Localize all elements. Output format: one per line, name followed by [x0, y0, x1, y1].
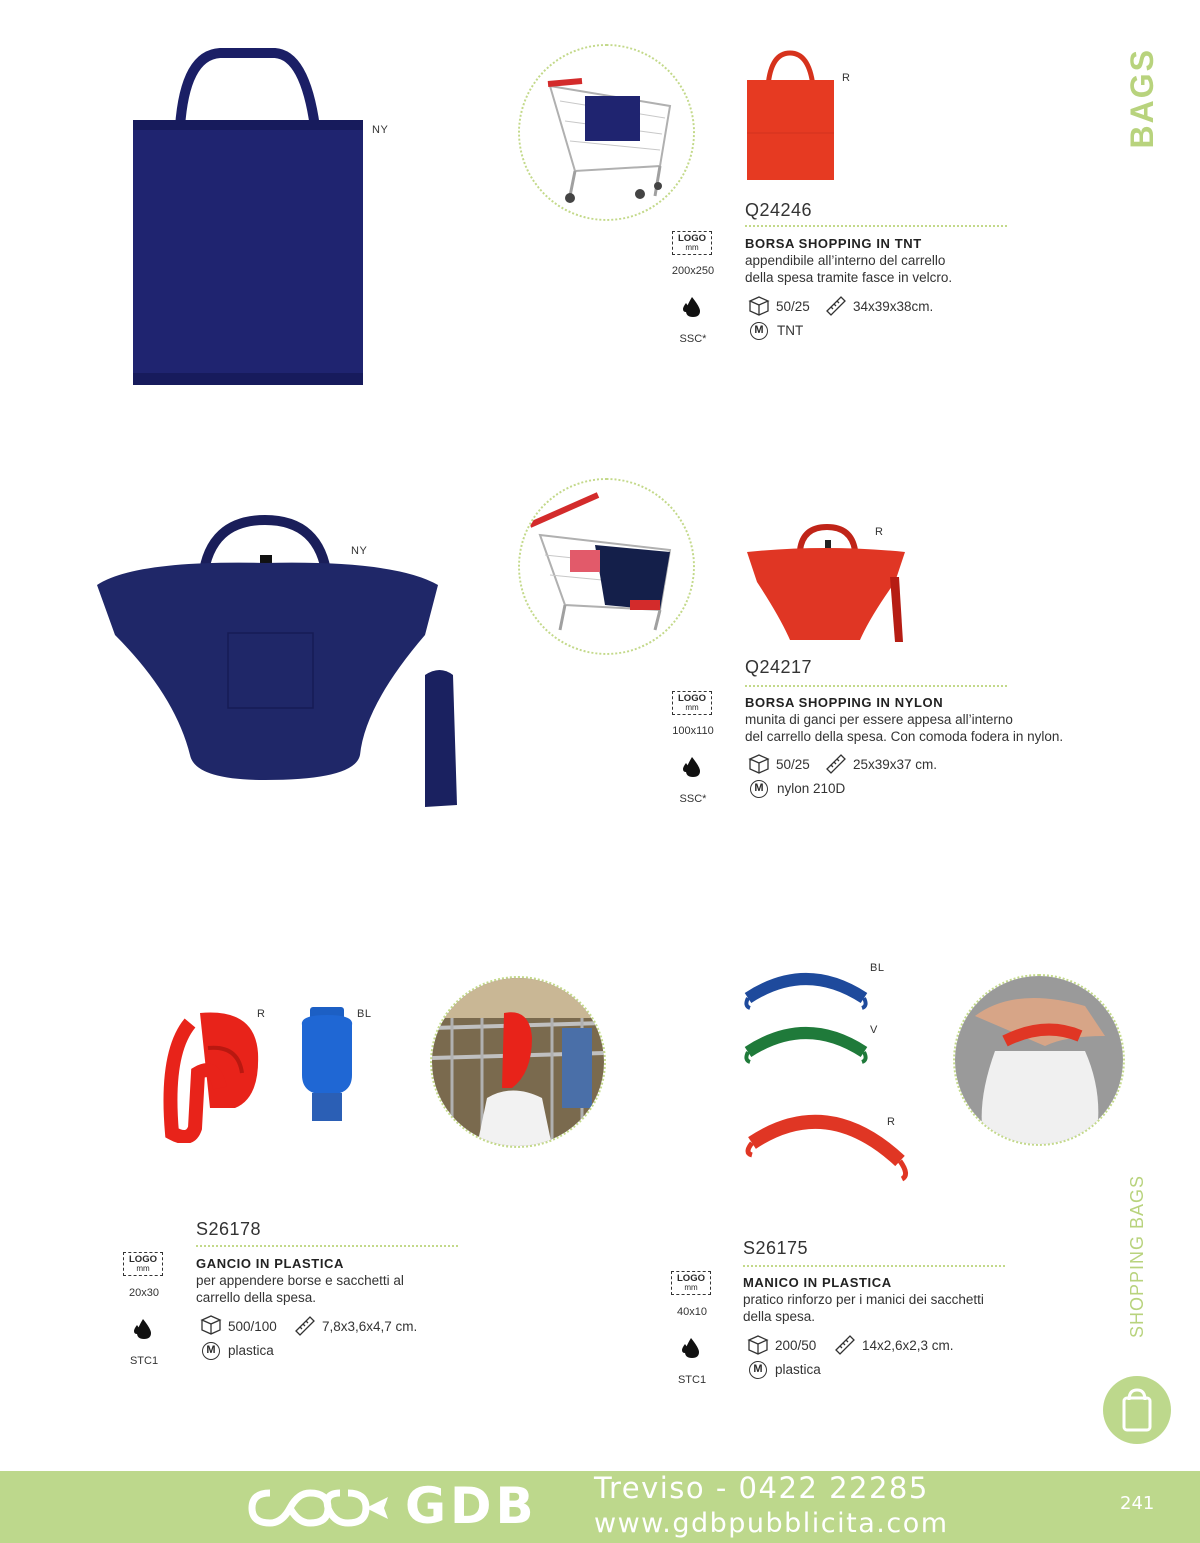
- material-icon: M: [750, 780, 768, 798]
- color-code-red: R: [842, 72, 851, 84]
- color-code-green: V: [870, 1024, 878, 1036]
- material-icon: M: [202, 1342, 220, 1360]
- logo-size-badge: [123, 1252, 163, 1276]
- color-code-blue: BL: [357, 1008, 372, 1020]
- product-material: TNT: [777, 323, 804, 338]
- product-description-line-1: munita di ganci per essere appesa all’interno: [745, 712, 1013, 727]
- logo-area-size: 100x110: [672, 725, 714, 737]
- ruler-icon: [824, 752, 848, 776]
- drop-icon: [680, 295, 702, 319]
- product-description-line-1: pratico rinforzo per i manici dei sacchetti: [743, 1292, 984, 1307]
- logo-size-badge: [672, 691, 712, 715]
- product-description-line-1: appendibile all’interno del carrello: [745, 253, 946, 268]
- green-plastic-handle-image: [742, 1022, 870, 1064]
- red-plastic-handle-image: [742, 1103, 912, 1183]
- color-code-red: R: [887, 1116, 896, 1128]
- dotted-divider: [743, 1265, 1005, 1267]
- product-dimensions: 34x39x38cm.: [853, 299, 934, 314]
- product-code: Q24246: [745, 200, 813, 220]
- footer-bar: [0, 1471, 1200, 1543]
- print-technique: SSC*: [679, 793, 707, 805]
- material-icon: M: [750, 322, 768, 340]
- logo-label: LOGO: [677, 1273, 705, 1284]
- drop-icon: [679, 1336, 701, 1360]
- red-nylon-bag-image: [745, 522, 910, 642]
- logo-label: LOGO: [129, 1254, 157, 1265]
- product-title: GANCIO IN PLASTICA: [196, 1256, 345, 1271]
- product-description-line-2: del carrello della spesa. Con comoda fodera in nylon.: [745, 729, 1064, 744]
- product-title: MANICO IN PLASTICA: [743, 1275, 892, 1290]
- ruler-icon: [833, 1333, 857, 1357]
- box-icon: [200, 1314, 222, 1336]
- color-code-red: R: [875, 526, 884, 538]
- ruler-icon: [824, 294, 848, 318]
- color-code-navy: NY: [372, 124, 389, 136]
- dotted-divider: [196, 1245, 458, 1247]
- page-number: 241: [1120, 1493, 1155, 1514]
- website-link[interactable]: www.gdbpubblicita.com: [594, 1508, 949, 1539]
- product-dimensions: 14x2,6x2,3 cm.: [862, 1338, 954, 1353]
- logo-size-badge: [672, 231, 712, 255]
- material-icon: M: [749, 1361, 767, 1379]
- dotted-divider: [745, 685, 1007, 687]
- box-icon: [748, 753, 770, 775]
- product-title: BORSA SHOPPING IN TNT: [745, 236, 922, 251]
- category-title: BAGS: [1124, 48, 1160, 149]
- drop-icon: [131, 1317, 153, 1341]
- logo-area-size: 200x250: [671, 265, 715, 277]
- brand-name: GDB: [405, 1477, 538, 1535]
- logo-label: LOGO: [678, 233, 706, 244]
- product-dimensions: 7,8x3,6x4,7 cm.: [322, 1319, 418, 1334]
- print-technique: STC1: [129, 1355, 159, 1367]
- product-code: S26178: [196, 1219, 262, 1239]
- cart-photo-circle-1: [518, 44, 695, 221]
- logo-unit: mm: [685, 243, 699, 252]
- subcategory-title: SHOPPING BAGS: [1127, 1175, 1147, 1339]
- logo-unit: mm: [684, 1283, 698, 1292]
- product-code: Q24217: [745, 657, 813, 677]
- product-description-line-2: della spesa.: [743, 1309, 816, 1324]
- logo-label: LOGO: [678, 693, 706, 704]
- product-title: BORSA SHOPPING IN NYLON: [745, 695, 944, 710]
- logo-unit: mm: [685, 703, 699, 712]
- product-dimensions: 25x39x37 cm.: [853, 757, 938, 772]
- logo-area-size: 40x10: [677, 1306, 707, 1318]
- product-description-line-2: carrello della spesa.: [196, 1290, 317, 1305]
- handle-in-use-photo-circle: [953, 974, 1125, 1146]
- blue-plastic-hook-image: [298, 1005, 356, 1123]
- logo-area-size: 20x30: [129, 1287, 159, 1299]
- packaging-quantity: 50/25: [776, 299, 810, 314]
- box-icon: [747, 1334, 769, 1356]
- navy-tote-bag-image: [125, 45, 370, 390]
- drop-icon: [680, 755, 702, 779]
- ruler-icon: [293, 1314, 317, 1338]
- shopping-bag-badge: [1103, 1376, 1171, 1444]
- packaging-quantity: 50/25: [776, 757, 810, 772]
- gdb-logo-icon: [248, 1485, 398, 1531]
- logo-unit: mm: [136, 1264, 150, 1273]
- red-plastic-hook-image: [160, 1003, 265, 1143]
- product-description-line-2: della spesa tramite fasce in velcro.: [745, 270, 953, 285]
- packaging-quantity: 200/50: [775, 1338, 817, 1353]
- shopping-bag-icon: [1103, 1376, 1171, 1444]
- product-material: nylon 210D: [777, 781, 846, 796]
- packaging-quantity: 500/100: [228, 1319, 277, 1334]
- product-material: plastica: [228, 1343, 274, 1358]
- print-technique: STC1: [677, 1374, 707, 1386]
- logo-size-badge: [671, 1271, 711, 1295]
- blue-plastic-handle-image: [742, 968, 870, 1010]
- print-technique: SSC*: [679, 333, 707, 345]
- red-tnt-bag-image: [743, 48, 838, 183]
- product-description-line-1: per appendere borse e sacchetti al: [196, 1273, 404, 1288]
- contact-city-phone: Treviso - 0422 22285: [594, 1471, 929, 1505]
- color-code-navy: NY: [351, 545, 368, 557]
- color-code-blue: BL: [870, 962, 885, 974]
- product-material: plastica: [775, 1362, 821, 1377]
- dotted-divider: [745, 225, 1007, 227]
- color-code-red: R: [257, 1008, 266, 1020]
- hook-in-use-photo-circle: [430, 976, 606, 1148]
- cart-photo-circle-2: [518, 478, 695, 655]
- navy-cart-bag-image: [95, 515, 465, 815]
- box-icon: [748, 295, 770, 317]
- product-code: S26175: [743, 1238, 809, 1258]
